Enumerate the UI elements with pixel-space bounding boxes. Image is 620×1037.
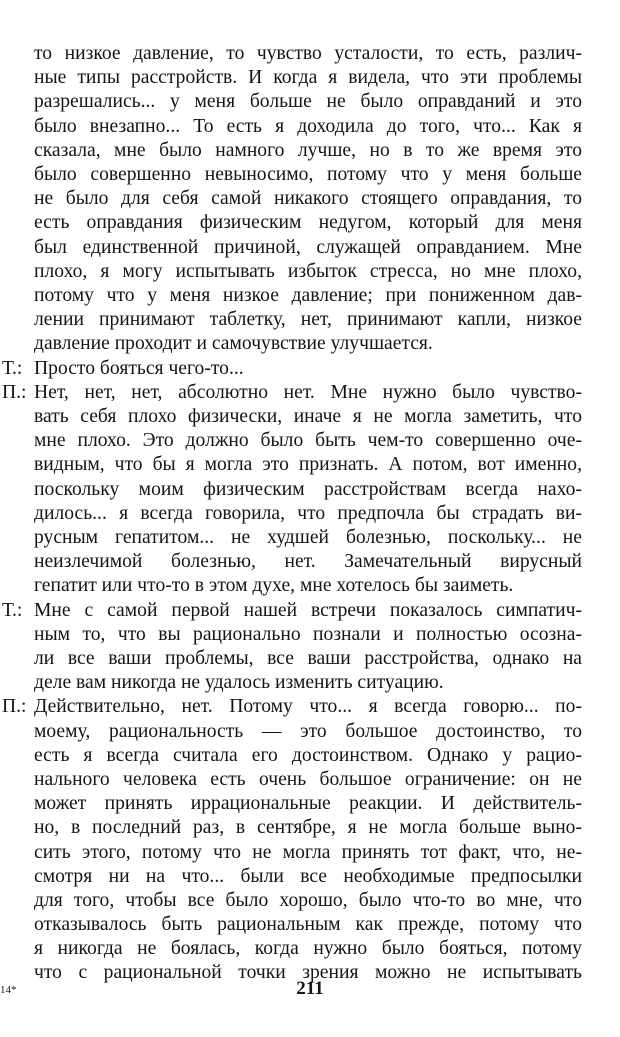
text-line: ным то, что вы рационально познали и полностью осозна- [34, 623, 582, 645]
text-line: я никогда не боялась, когда нужно было бояться, потому [34, 938, 582, 960]
text-line: то низкое давление, то чувство усталости, то есть, различ- [34, 43, 582, 64]
text-line: был единственной причиной, служащей оправданием. Мне [34, 236, 582, 258]
page-number: 211 [296, 978, 324, 999]
text-line: Просто бояться чего-то... [34, 357, 244, 379]
text-line: есть я всегда считала его достоинством. Однако у рацио- [34, 744, 582, 766]
text-line: может принять иррациональные реакции. И действитель- [34, 793, 582, 815]
text-line: деле вам никогда не удалось изменить ситуацию. [34, 672, 444, 694]
speaker-label: Т.: [2, 599, 23, 621]
text-line: дилось... я всегда говорила, что предпочла бы страдать ви- [34, 502, 582, 524]
turn-text [34, 695, 582, 985]
text-line: неизлечимой болезнью, нет. Замечательный вирусный [34, 551, 582, 573]
text-line: Нет, нет, нет, абсолютно нет. Мне нужно было чувство- [34, 381, 582, 403]
text-line: разрешались... у меня больше не было оправданий и это [34, 91, 582, 113]
turn-text [34, 357, 582, 381]
text-line: что с рациональной точки зрения можно не испытывать [34, 962, 582, 984]
text-line: русным гепатитом... не худшей болезнью, поскольку... не [34, 526, 582, 548]
text-line: гепатит или что-то в этом духе, мне хотелось бы заиметь. [34, 575, 514, 597]
text-line: но, в последний раз, в сентябре, я не могла больше выно- [34, 817, 582, 839]
speaker-label: П.: [2, 381, 27, 403]
text-line: было совершенно невыносимо, потому что у меня больше [34, 163, 582, 185]
text-line: не было для себя самой никакого стоящего оправдания, то [34, 188, 582, 210]
text-line: Мне с самой первой нашей встречи показалось симпатич- [34, 599, 582, 621]
text-line: плохо, я могу испытывать избыток стресса, но мне плохо, [34, 260, 582, 282]
turn-text [34, 599, 582, 696]
text-line: вать себя плохо физически, иначе я не могла заметить, что [34, 405, 582, 427]
text-line: давление проходит и самочувствие улучшается. [34, 333, 433, 355]
speaker-label: Т.: [2, 357, 23, 379]
speaker-label: П.: [2, 696, 27, 718]
text-line: ли все ваши проблемы, все ваши расстройства, однако на [34, 647, 582, 669]
continuation-paragraph [34, 42, 582, 356]
text-line: нального человека есть очень большое ограничение: он не [34, 768, 582, 790]
text-line: сказала, мне было намного лучше, но в то же время это [34, 139, 582, 161]
signature-mark: 14* [0, 984, 17, 996]
text-line: Действительно, нет. Потому что... я всегда говорю... по- [34, 696, 582, 718]
text-line: лении принимают таблетку, нет, принимают капли, низкое [34, 309, 582, 331]
text-line: моему, рациональность — это большое достоинство, то [34, 720, 582, 742]
text-line: для того, чтобы все было хорошо, было что-то во мне, что [34, 889, 582, 911]
text-line: есть оправдания физическим недугом, который для меня [34, 212, 582, 234]
text-line: было внезапно... То есть я доходила до того, что... Как я [34, 115, 582, 137]
text-line: поскольку моим физическим расстройствам всегда нахо- [34, 478, 582, 500]
turn-text [34, 381, 582, 599]
text-line: потому что у меня низкое давление; при пониженном дав- [34, 284, 582, 306]
text-line: отказывалось быть рациональным как прежде, потому что [34, 914, 582, 936]
text-line: видным, что бы я могла это признать. А потом, вот именно, [34, 454, 582, 476]
text-line: смотря ни на что... были все необходимые предпосылки [34, 865, 582, 887]
text-line: мне плохо. Это должно было быть чем-то совершенно оче- [34, 430, 582, 452]
text-line: сить этого, потому что не могла принять тот факт, что, не- [34, 841, 582, 863]
text-line: ные типы расстройств. И когда я видела, что эти проблемы [34, 67, 582, 89]
